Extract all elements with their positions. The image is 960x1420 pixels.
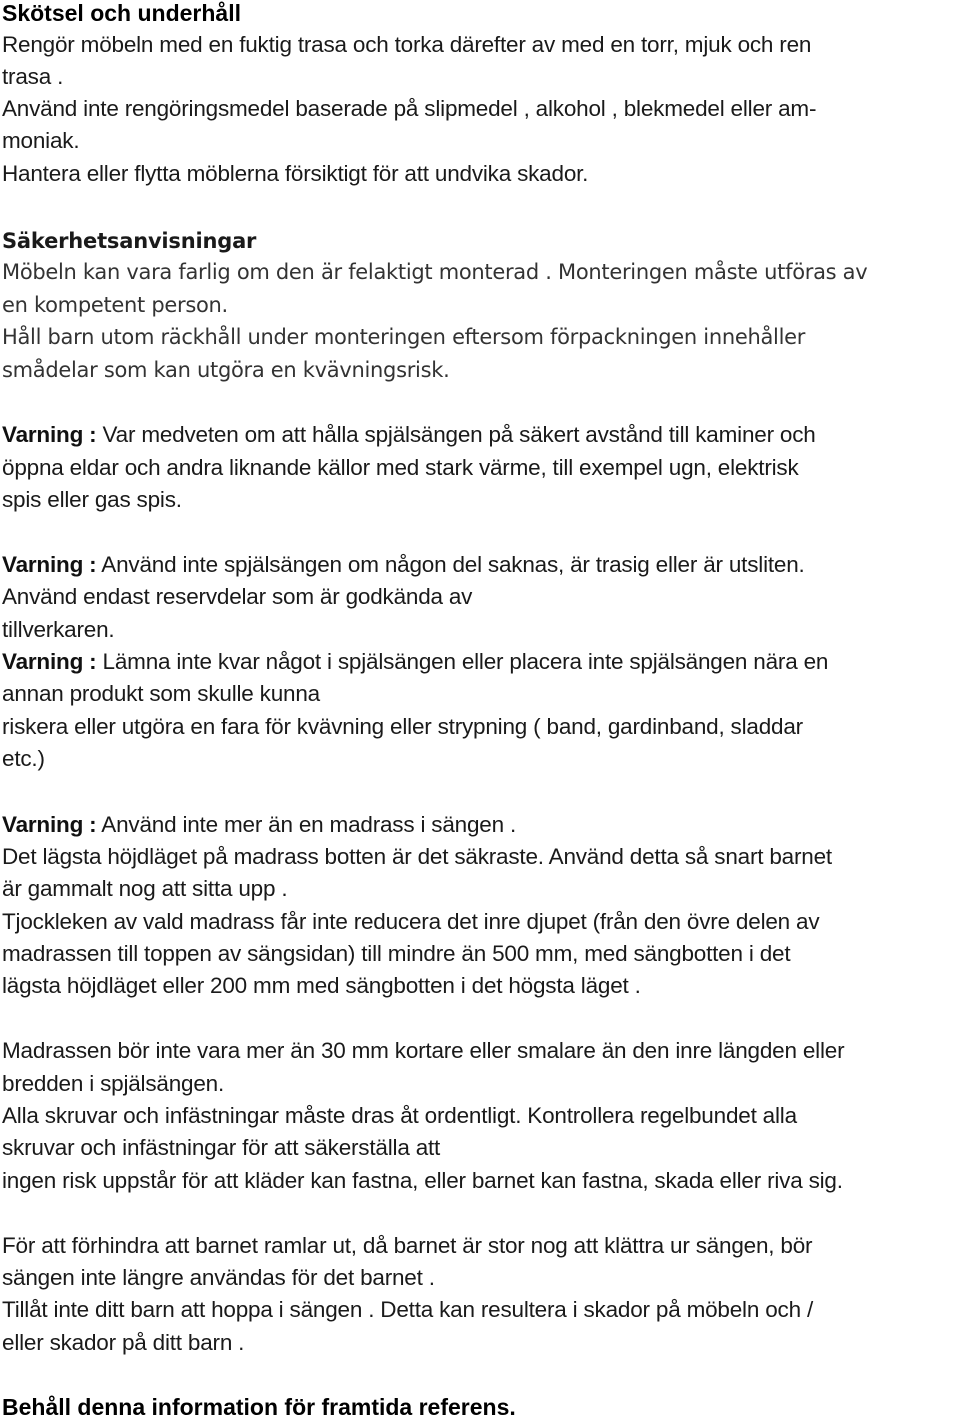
warning-4-line: Tjockleken av vald madrass får inte reducera det inre djupet (från den övre delen av (2, 909, 820, 934)
warning-2-line: Använd endast reservdelar som är godkända av (2, 584, 473, 609)
warning-text: Var medveten om att hålla spjälsängen på säkert avstånd till kaminer och (102, 422, 816, 447)
care-heading: Skötsel och underhåll (2, 0, 241, 26)
care-line: Använd inte rengöringsmedel baserade på slipmedel , alkohol , blekmedel eller am- (2, 96, 817, 121)
safety-line: Håll barn utom räckhåll under monteringen eftersom förpackningen innehåller (2, 325, 806, 349)
warning-3-first-line (2, 651, 828, 674)
mattress-line: Alla skruvar och infästningar måste dras åt ordentligt. Kontrollera regelbundet alla (2, 1103, 797, 1128)
care-line: trasa . (2, 64, 64, 89)
mattress-line: skruvar och infästningar för att säkerställa att (2, 1135, 441, 1160)
mattress-line: Madrassen bör inte vara mer än 30 mm kortare eller smalare än den inre längden eller (2, 1038, 845, 1063)
safety-line: Möbeln kan vara farlig om den är felaktigt monterad . Monteringen måste utföras av (2, 260, 868, 284)
warning-4-line: är gammalt nog att sitta upp . (2, 876, 288, 901)
falls-line: eller skador på ditt barn . (2, 1330, 245, 1355)
warning-3-line: annan produkt som skulle kunna (2, 681, 320, 706)
warning-3-line: riskera eller utgöra en fara för kvävning eller strypning ( band, gardinband, sladdar (2, 714, 803, 739)
warning-2-line: tillverkaren. (2, 617, 115, 642)
warning-label: Varning : (2, 812, 97, 837)
warning-3-line: etc.) (2, 746, 45, 771)
warning-text: Använd inte spjälsängen om någon del saknas, är trasig eller är utsliten. (101, 552, 805, 577)
warning-1-line: öppna eldar och andra liknande källor med stark värme, till exempel ugn, elektrisk (2, 455, 799, 480)
warning-label: Varning : (2, 552, 97, 577)
care-line: Rengör möbeln med en fuktig trasa och torka därefter av med en torr, mjuk och ren (2, 32, 812, 57)
footer-note: Behåll denna information för framtida referens. (2, 1394, 516, 1420)
warning-label: Varning : (2, 422, 97, 447)
warning-1-first-line (2, 424, 816, 447)
mattress-line: bredden i spjälsängen. (2, 1071, 225, 1096)
warning-1-line: spis eller gas spis. (2, 487, 182, 512)
falls-line: För att förhindra att barnet ramlar ut, då barnet är stor nog att klättra ur sängen, bör (2, 1233, 813, 1258)
care-line: moniak. (2, 128, 80, 153)
warning-4-line: Det lägsta höjdläget på madrass botten är det säkraste. Använd detta så snart barnet (2, 844, 832, 869)
warning-label: Varning : (2, 649, 97, 674)
warning-text: Lämna inte kvar något i spjälsängen eller placera inte spjälsängen nära en (102, 649, 829, 674)
warning-4-line: lägsta höjdläget eller 200 mm med sängbotten i det högsta läget . (2, 973, 641, 998)
safety-heading: Säkerhetsanvisningar (2, 229, 257, 253)
mattress-line: ingen risk uppstår för att kläder kan fastna, eller barnet kan fastna, skada eller riva sig. (2, 1168, 843, 1193)
warning-4-line: madrassen till toppen av sängsidan) till mindre än 500 mm, med sängbotten i det (2, 941, 791, 966)
falls-line: Tillåt inte ditt barn att hoppa i sängen . Detta kan resultera i skador på möbeln och / (2, 1297, 813, 1322)
warning-text: Använd inte mer än en madrass i sängen . (101, 812, 517, 837)
falls-line: sängen inte längre användas för det barnet . (2, 1265, 435, 1290)
safety-line: smådelar som kan utgöra en kvävningsrisk. (2, 358, 450, 382)
warning-2-first-line (2, 554, 805, 577)
safety-line: en kompetent person. (2, 293, 228, 317)
care-line: Hantera eller flytta möblerna försiktigt för att undvika skador. (2, 161, 589, 186)
warning-4-first-line (2, 814, 516, 837)
